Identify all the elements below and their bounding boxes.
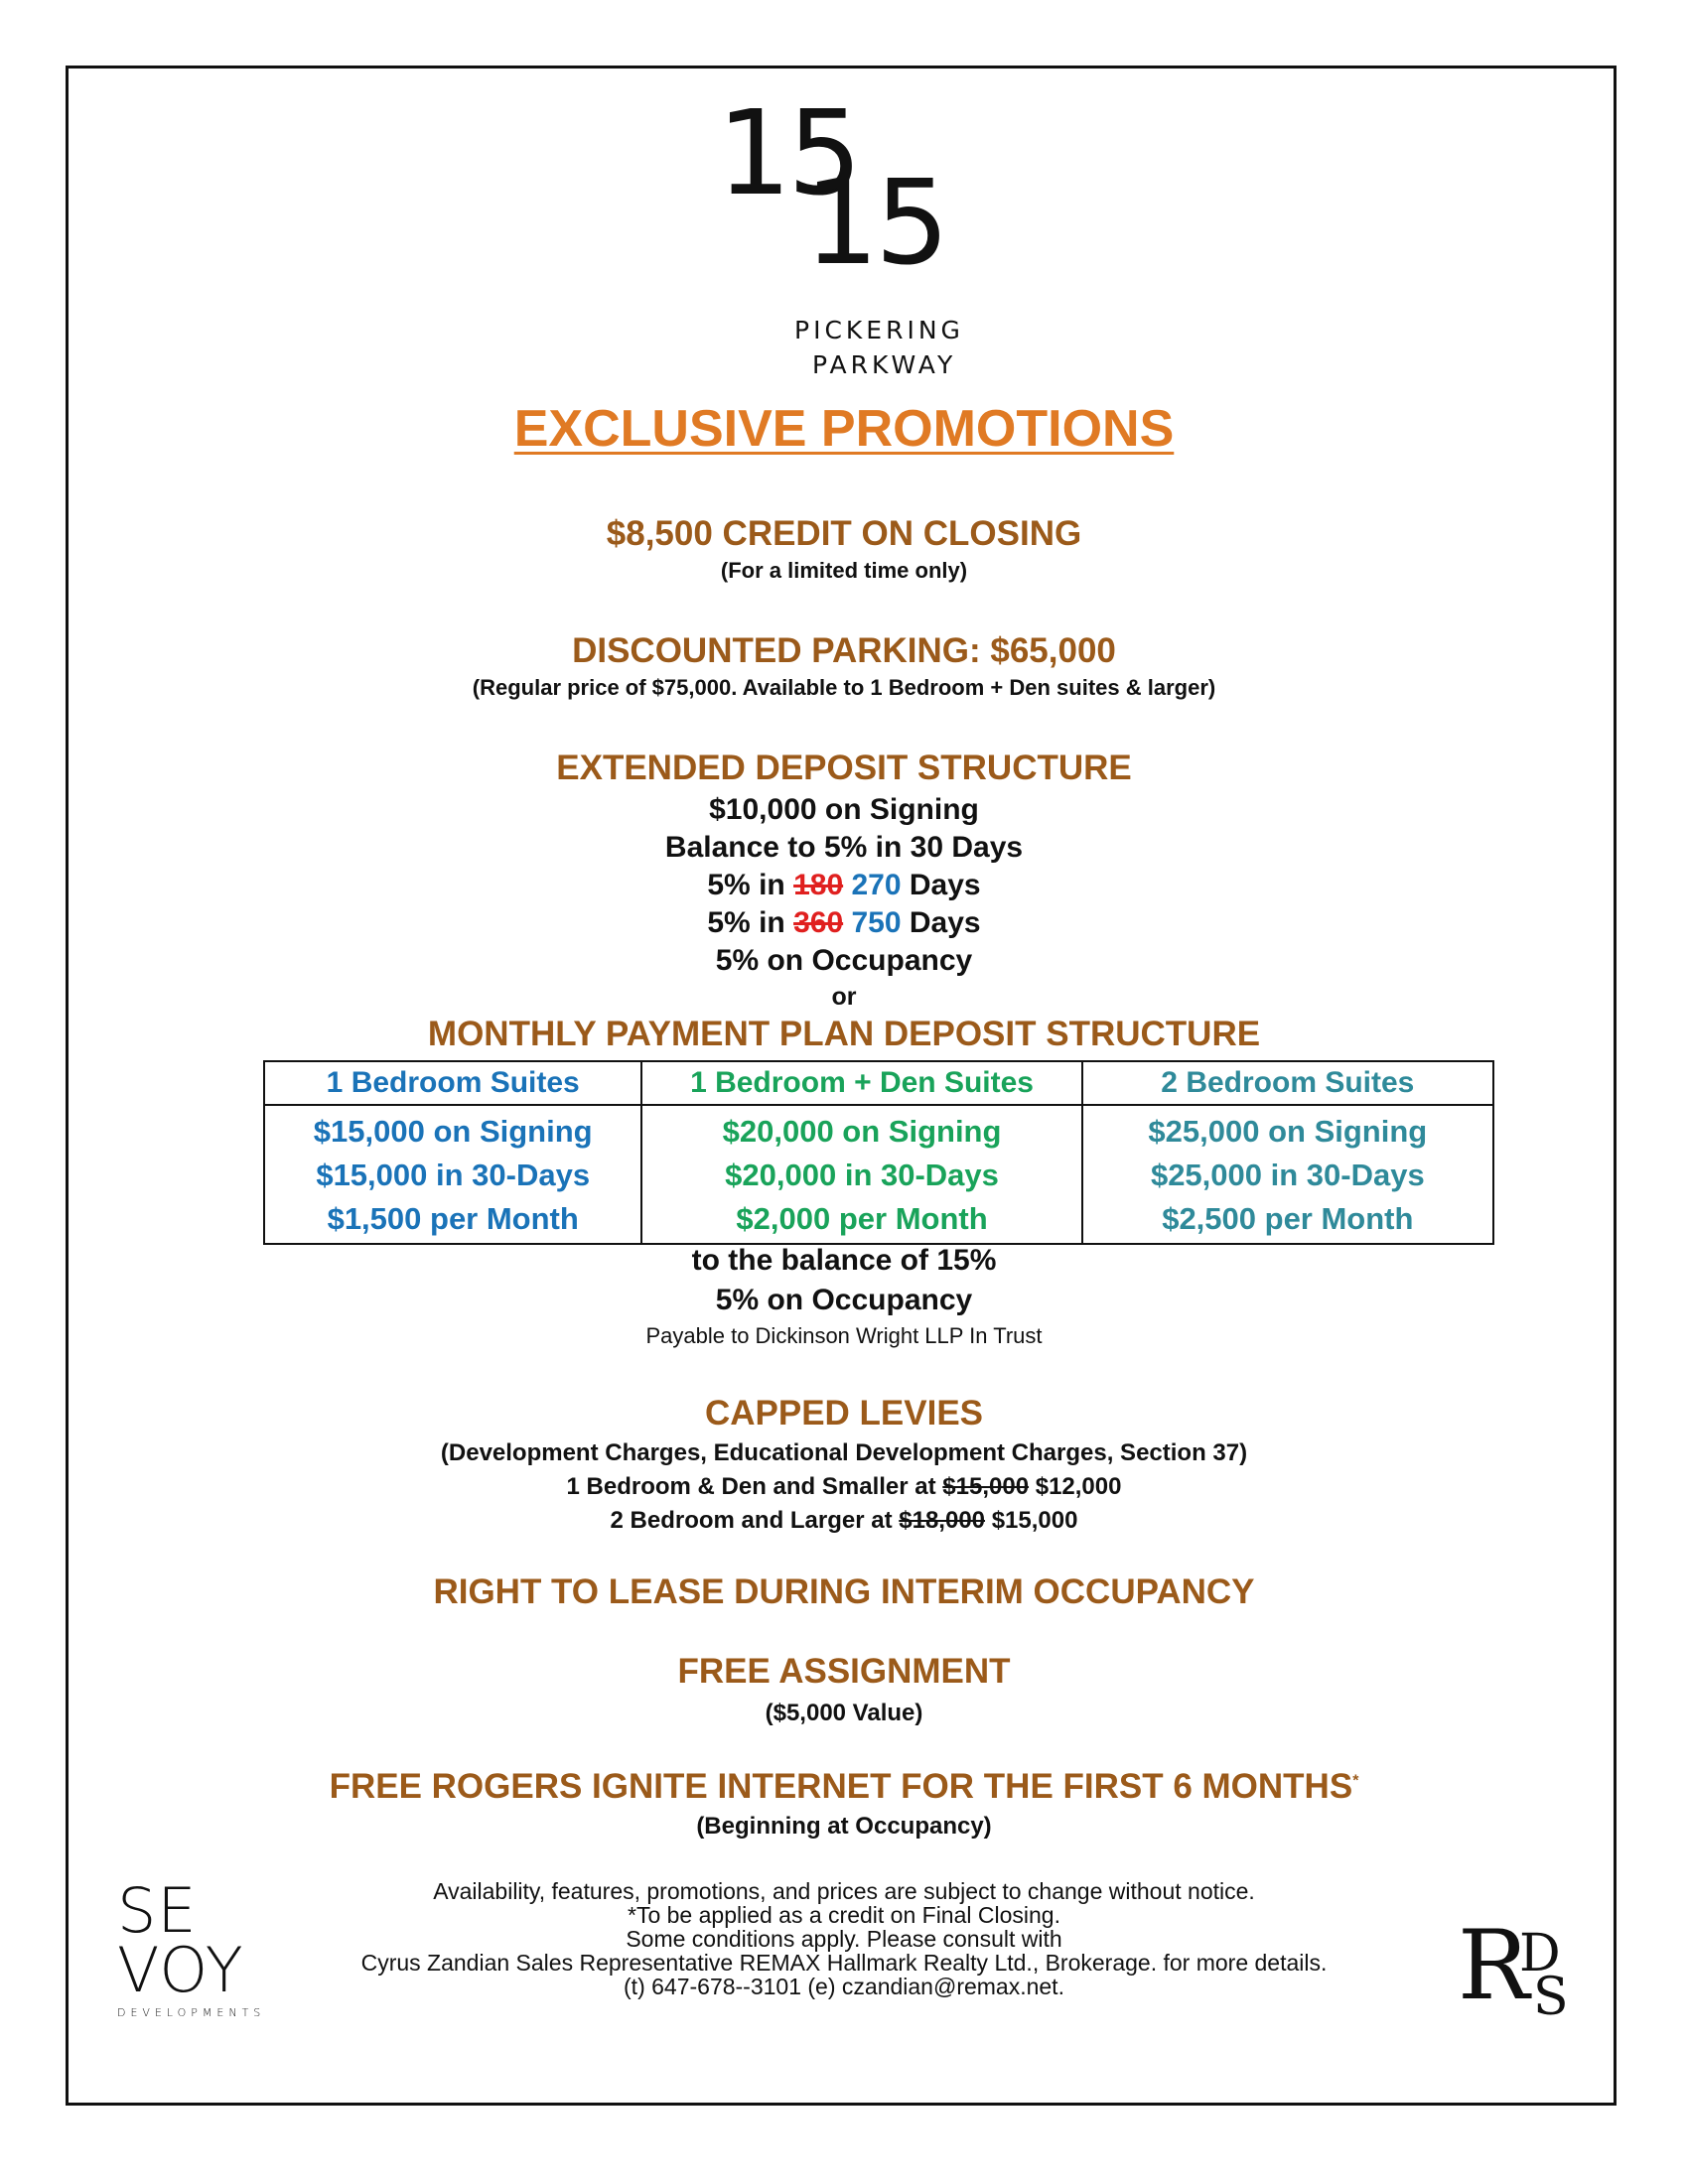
balance-line: to the balance of 15%	[691, 1244, 997, 1277]
deposit-line-balance: Balance to 5% in 30 Days	[664, 831, 1024, 864]
column-header-2-bedroom: 2 Bedroom Suites	[1082, 1061, 1493, 1105]
old-levy-value: $15,000	[942, 1473, 1030, 1500]
asterisk-mark: *	[1352, 1772, 1359, 1790]
deposit-line-signing: $10,000 on Signing	[709, 793, 979, 826]
svg-text:D: D	[1519, 1924, 1561, 1983]
logo-number-bottom: 15	[804, 154, 946, 291]
levies-title: CAPPED LEVIES	[704, 1394, 984, 1433]
new-levy-value: $15,000	[991, 1507, 1078, 1534]
internet-title: FREE ROGERS IGNITE INTERNET FOR THE FIRST 6 MONTHS*	[329, 1767, 1359, 1806]
new-days-value: 750	[851, 906, 902, 939]
logo-line-pickering: PICKERING	[794, 316, 964, 344]
logo-line-parkway: PARKWAY	[812, 350, 957, 379]
levy-line-small: 1 Bedroom & Den and Smaller at $15,000 $12,000	[566, 1473, 1122, 1500]
svg-text:S: S	[1533, 1968, 1569, 2020]
footer-disclaimer: Availability, features, promotions, and prices are subject to change without notice.	[433, 1878, 1255, 1904]
credit-title: $8,500 CREDIT ON CLOSING	[606, 514, 1082, 553]
monthly-plan-title: MONTHLY PAYMENT PLAN DEPOSIT STRUCTURE	[427, 1015, 1261, 1053]
footer-agent: Cyrus Zandian Sales Representative REMAX Hallmark Realty Ltd., Brokerage. for more details.	[360, 1950, 1328, 1976]
deposit-line-third: 5% in 180 270 Days	[707, 869, 981, 901]
credit-note: (For a limited time only)	[720, 558, 968, 583]
extended-deposit-title: EXTENDED DEPOSIT STRUCTURE	[556, 749, 1132, 787]
payable-note: Payable to Dickinson Wright LLP In Trust	[645, 1323, 1043, 1348]
or-separator: or	[831, 983, 857, 1011]
table-cell-1-bedroom: $15,000 on Signing $15,000 in 30-Days $1,500 per Month	[264, 1105, 641, 1244]
new-levy-value: $12,000	[1035, 1473, 1122, 1500]
table-row	[264, 1105, 1493, 1244]
levies-note: (Development Charges, Educational Development Charges, Section 37)	[440, 1439, 1248, 1466]
deposit-line-occupancy: 5% on Occupancy	[715, 944, 973, 977]
internet-note: (Beginning at Occupancy)	[696, 1813, 992, 1840]
assignment-title: FREE ASSIGNMENT	[677, 1652, 1011, 1691]
old-levy-value: $18,000	[899, 1507, 986, 1534]
monthly-plan-table	[263, 1060, 1494, 1245]
occupancy-line: 5% on Occupancy	[715, 1284, 973, 1316]
assignment-note: ($5,000 Value)	[765, 1700, 923, 1726]
table-cell-1-bedroom-den: $20,000 on Signing $20,000 in 30-Days $2,000 per Month	[641, 1105, 1081, 1244]
logo-number-top: 15	[717, 84, 859, 221]
parking-note: (Regular price of $75,000. Available to 1 Bedroom + Den suites & larger)	[472, 675, 1216, 700]
levy-line-large: 2 Bedroom and Larger at $18,000 $15,000	[610, 1507, 1078, 1534]
rds-monogram-icon	[1458, 1911, 1597, 2020]
old-days-value: 180	[793, 869, 844, 901]
sevoy-logo: SE VOY DEVELOPMENTS	[117, 1874, 266, 2019]
svg-text:R: R	[1458, 1911, 1530, 2020]
table-cell-2-bedroom: $25,000 on Signing $25,000 in 30-Days $2,500 per Month	[1082, 1105, 1493, 1244]
deposit-line-fourth: 5% in 360 750 Days	[707, 906, 981, 939]
parking-title: DISCOUNTED PARKING: $65,000	[572, 631, 1116, 670]
footer-conditions: Some conditions apply. Please consult with	[626, 1926, 1062, 1952]
page-title: EXCLUSIVE PROMOTIONS	[513, 400, 1175, 458]
rds-logo	[1458, 1911, 1597, 2034]
column-header-1-bedroom-den: 1 Bedroom + Den Suites	[641, 1061, 1081, 1105]
column-header-1-bedroom: 1 Bedroom Suites	[264, 1061, 641, 1105]
lease-title: RIGHT TO LEASE DURING INTERIM OCCUPANCY	[433, 1572, 1255, 1611]
new-days-value: 270	[851, 869, 902, 901]
old-days-value: 360	[793, 906, 844, 939]
footer-contact: (t) 647-678--3101 (e) czandian@remax.net.	[624, 1974, 1064, 1999]
footer-credit-note: *To be applied as a credit on Final Closing.	[628, 1902, 1060, 1928]
table-header-row	[264, 1061, 1493, 1105]
